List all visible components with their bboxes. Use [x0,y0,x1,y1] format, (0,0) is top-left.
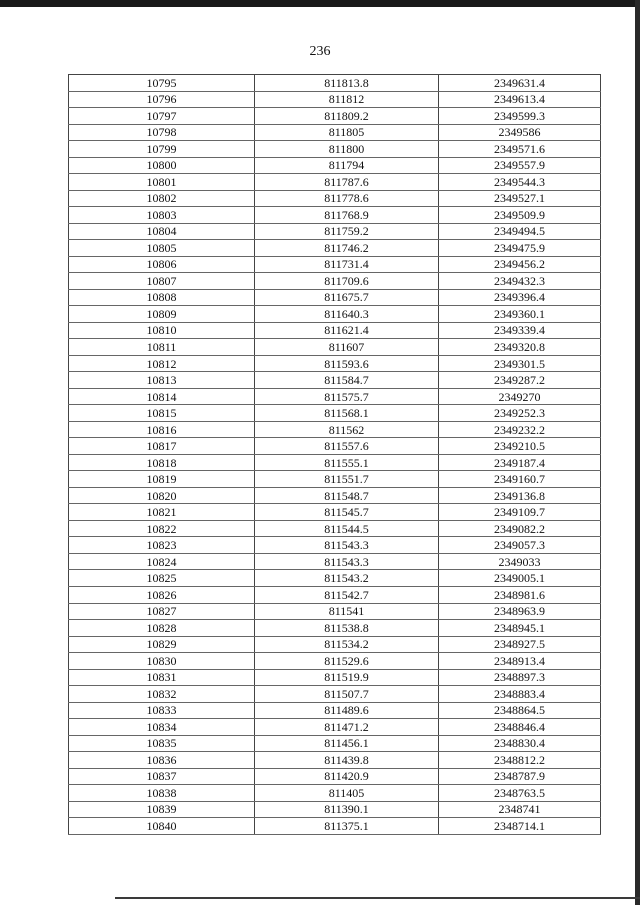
point-id-cell: 10834 [69,719,255,736]
table-row [69,240,601,257]
scan-edge-bottom [115,897,640,899]
point-id-cell: 10822 [69,520,255,537]
point-id-cell: 10821 [69,504,255,521]
easting-cell: 811675.7 [255,289,439,306]
northing-cell: 2349005.1 [439,570,601,587]
easting-cell: 811439.8 [255,752,439,769]
point-id-cell: 10818 [69,454,255,471]
easting-cell: 811568.1 [255,405,439,422]
easting-cell: 811787.6 [255,174,439,191]
point-id-cell: 10838 [69,785,255,802]
northing-cell: 2349509.9 [439,207,601,224]
easting-cell: 811456.1 [255,735,439,752]
northing-cell: 2349360.1 [439,306,601,323]
easting-cell: 811538.8 [255,620,439,637]
easting-cell: 811543.3 [255,537,439,554]
table-row [69,818,601,835]
easting-cell: 811543.2 [255,570,439,587]
easting-cell: 811731.4 [255,256,439,273]
table-row [69,454,601,471]
easting-cell: 811768.9 [255,207,439,224]
easting-cell: 811543.3 [255,553,439,570]
northing-cell: 2349057.3 [439,537,601,554]
northing-cell: 2349544.3 [439,174,601,191]
easting-cell: 811551.7 [255,471,439,488]
point-id-cell: 10820 [69,487,255,504]
northing-cell: 2349571.6 [439,141,601,158]
point-id-cell: 10839 [69,801,255,818]
table-row [69,405,601,422]
coordinates-table [68,74,601,835]
easting-cell: 811390.1 [255,801,439,818]
easting-cell: 811746.2 [255,240,439,257]
table-row [69,355,601,372]
table-row [69,91,601,108]
table-row [69,108,601,125]
point-id-cell: 10827 [69,603,255,620]
table-row [69,207,601,224]
point-id-cell: 10796 [69,91,255,108]
easting-cell: 811607 [255,339,439,356]
table-row [69,471,601,488]
table-row [69,306,601,323]
point-id-cell: 10830 [69,653,255,670]
table-row [69,141,601,158]
northing-cell: 2349475.9 [439,240,601,257]
northing-cell: 2349432.3 [439,273,601,290]
table-row [69,801,601,818]
northing-cell: 2349160.7 [439,471,601,488]
easting-cell: 811562 [255,421,439,438]
table-row [69,289,601,306]
point-id-cell: 10798 [69,124,255,141]
table-row [69,735,601,752]
point-id-cell: 10808 [69,289,255,306]
northing-cell: 2349599.3 [439,108,601,125]
point-id-cell: 10814 [69,388,255,405]
point-id-cell: 10833 [69,702,255,719]
point-id-cell: 10828 [69,620,255,637]
easting-cell: 811548.7 [255,487,439,504]
point-id-cell: 10801 [69,174,255,191]
table-row [69,768,601,785]
northing-cell: 2348897.3 [439,669,601,686]
northing-cell: 2348787.9 [439,768,601,785]
easting-cell: 811640.3 [255,306,439,323]
point-id-cell: 10800 [69,157,255,174]
easting-cell: 811489.6 [255,702,439,719]
table-row [69,603,601,620]
easting-cell: 811557.6 [255,438,439,455]
point-id-cell: 10809 [69,306,255,323]
easting-cell: 811471.2 [255,719,439,736]
table-row [69,124,601,141]
easting-cell: 811375.1 [255,818,439,835]
point-id-cell: 10817 [69,438,255,455]
easting-cell: 811759.2 [255,223,439,240]
scan-edge-right [635,0,640,905]
easting-cell: 811575.7 [255,388,439,405]
point-id-cell: 10806 [69,256,255,273]
scan-edge-top [0,0,640,7]
northing-cell: 2349301.5 [439,355,601,372]
table-row [69,256,601,273]
table-row [69,273,601,290]
table-row [69,75,601,92]
point-id-cell: 10835 [69,735,255,752]
table-row [69,520,601,537]
point-id-cell: 10832 [69,686,255,703]
table-row [69,174,601,191]
easting-cell: 811800 [255,141,439,158]
easting-cell: 811812 [255,91,439,108]
northing-cell: 2349033 [439,553,601,570]
table-row [69,372,601,389]
easting-cell: 811534.2 [255,636,439,653]
northing-cell: 2348913.4 [439,653,601,670]
northing-cell: 2349232.2 [439,421,601,438]
point-id-cell: 10823 [69,537,255,554]
easting-cell: 811507.7 [255,686,439,703]
point-id-cell: 10836 [69,752,255,769]
northing-cell: 2348830.4 [439,735,601,752]
northing-cell: 2349210.5 [439,438,601,455]
point-id-cell: 10815 [69,405,255,422]
table-row [69,339,601,356]
easting-cell: 811529.6 [255,653,439,670]
table-row [69,487,601,504]
point-id-cell: 10803 [69,207,255,224]
easting-cell: 811519.9 [255,669,439,686]
point-id-cell: 10805 [69,240,255,257]
northing-cell: 2349557.9 [439,157,601,174]
easting-cell: 811794 [255,157,439,174]
point-id-cell: 10810 [69,322,255,339]
table-row [69,669,601,686]
easting-cell: 811555.1 [255,454,439,471]
table-row [69,586,601,603]
northing-cell: 2349136.8 [439,487,601,504]
point-id-cell: 10824 [69,553,255,570]
northing-cell: 2348963.9 [439,603,601,620]
northing-cell: 2348981.6 [439,586,601,603]
point-id-cell: 10831 [69,669,255,686]
easting-cell: 811405 [255,785,439,802]
point-id-cell: 10840 [69,818,255,835]
northing-cell: 2349109.7 [439,504,601,521]
easting-cell: 811542.7 [255,586,439,603]
northing-cell: 2349456.2 [439,256,601,273]
point-id-cell: 10795 [69,75,255,92]
table-row [69,719,601,736]
table-row [69,421,601,438]
point-id-cell: 10813 [69,372,255,389]
easting-cell: 811809.2 [255,108,439,125]
point-id-cell: 10811 [69,339,255,356]
coordinates-table-body [69,75,601,835]
point-id-cell: 10825 [69,570,255,587]
northing-cell: 2348883.4 [439,686,601,703]
table-row [69,653,601,670]
table-row [69,388,601,405]
northing-cell: 2349339.4 [439,322,601,339]
northing-cell: 2349527.1 [439,190,601,207]
northing-cell: 2348741 [439,801,601,818]
easting-cell: 811545.7 [255,504,439,521]
table-row [69,504,601,521]
northing-cell: 2349613.4 [439,91,601,108]
point-id-cell: 10812 [69,355,255,372]
northing-cell: 2348846.4 [439,719,601,736]
easting-cell: 811593.6 [255,355,439,372]
northing-cell: 2349252.3 [439,405,601,422]
table-row [69,322,601,339]
point-id-cell: 10804 [69,223,255,240]
table-row [69,686,601,703]
easting-cell: 811813.8 [255,75,439,92]
northing-cell: 2349287.2 [439,372,601,389]
table-row [69,570,601,587]
easting-cell: 811541 [255,603,439,620]
easting-cell: 811805 [255,124,439,141]
northing-cell: 2349320.8 [439,339,601,356]
table-row [69,190,601,207]
table-row [69,620,601,637]
northing-cell: 2349082.2 [439,520,601,537]
table-row [69,157,601,174]
easting-cell: 811778.6 [255,190,439,207]
point-id-cell: 10799 [69,141,255,158]
easting-cell: 811709.6 [255,273,439,290]
northing-cell: 2349187.4 [439,454,601,471]
point-id-cell: 10802 [69,190,255,207]
northing-cell: 2349586 [439,124,601,141]
table-row [69,785,601,802]
table-row [69,537,601,554]
northing-cell: 2349631.4 [439,75,601,92]
point-id-cell: 10816 [69,421,255,438]
point-id-cell: 10797 [69,108,255,125]
point-id-cell: 10807 [69,273,255,290]
table-row [69,636,601,653]
northing-cell: 2349396.4 [439,289,601,306]
point-id-cell: 10826 [69,586,255,603]
easting-cell: 811621.4 [255,322,439,339]
point-id-cell: 10837 [69,768,255,785]
table-row [69,553,601,570]
northing-cell: 2349270 [439,388,601,405]
table-row [69,752,601,769]
point-id-cell: 10819 [69,471,255,488]
point-id-cell: 10829 [69,636,255,653]
easting-cell: 811420.9 [255,768,439,785]
northing-cell: 2349494.5 [439,223,601,240]
northing-cell: 2348864.5 [439,702,601,719]
northing-cell: 2348927.5 [439,636,601,653]
page-number: 236 [309,44,331,59]
northing-cell: 2348945.1 [439,620,601,637]
table-row [69,438,601,455]
northing-cell: 2348714.1 [439,818,601,835]
table-row [69,223,601,240]
table-row [69,702,601,719]
northing-cell: 2348763.5 [439,785,601,802]
easting-cell: 811544.5 [255,520,439,537]
northing-cell: 2348812.2 [439,752,601,769]
easting-cell: 811584.7 [255,372,439,389]
